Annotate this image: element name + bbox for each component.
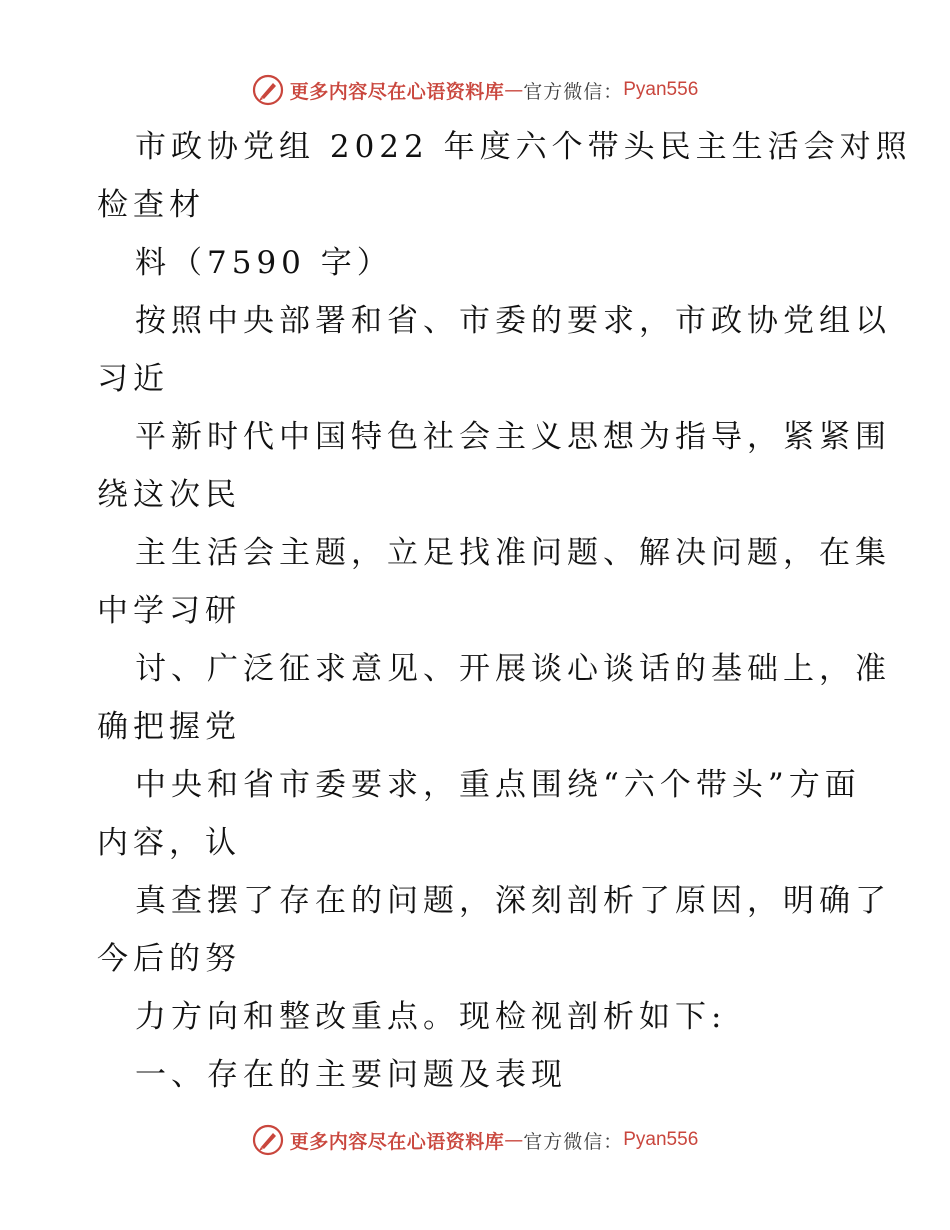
doc-line: 今后的努 [97, 941, 241, 977]
doc-line: 习近 [97, 361, 169, 397]
quill-pen-logo-icon [252, 74, 284, 106]
doc-line: 绕这次民 [97, 477, 241, 513]
header-watermark-banner [0, 72, 950, 108]
doc-line: 内容，认 [97, 825, 241, 861]
banner-separator: — [504, 1129, 524, 1151]
banner-wechat-label: 官方微信： [523, 80, 624, 103]
doc-line: 真查摆了存在的问题，深刻剖析了原因，明确了 [135, 883, 891, 919]
quill-pen-logo-icon [252, 1124, 284, 1156]
doc-line: 一、存在的主要问题及表现 [135, 1057, 567, 1093]
doc-line: 平新时代中国特色社会主义思想为指导，紧紧围 [135, 419, 891, 455]
banner-wechat-id: Pyan556 [623, 79, 699, 100]
document-body [97, 118, 912, 1104]
doc-line: 中学习研 [97, 593, 241, 629]
doc-line: 讨、广泛征求意见、开展谈心谈话的基础上，准 [135, 651, 891, 687]
doc-line: 检查材 [97, 187, 205, 223]
footer-watermark-banner [0, 1122, 950, 1158]
doc-line: 料（7590 字） [135, 245, 393, 281]
doc-line: 主生活会主题，立足找准问题、解决问题，在集 [135, 535, 891, 571]
banner-brand-text: 更多内容尽在心语资料库 [289, 80, 505, 103]
banner-brand-text: 更多内容尽在心语资料库 [289, 1130, 505, 1153]
banner-separator: — [504, 79, 524, 101]
doc-line: 按照中央部署和省、市委的要求，市政协党组以 [135, 303, 891, 339]
doc-line: 市政协党组 2022 年度六个带头民主生活会对照 [135, 129, 912, 165]
banner-wechat-label: 官方微信： [523, 1130, 624, 1153]
doc-line: 中央和省市委要求，重点围绕“六个带头”方面 [135, 767, 861, 803]
doc-line: 确把握党 [97, 709, 241, 745]
banner-wechat-id: Pyan556 [623, 1129, 699, 1150]
doc-line: 力方向和整改重点。现检视剖析如下: [135, 999, 727, 1035]
